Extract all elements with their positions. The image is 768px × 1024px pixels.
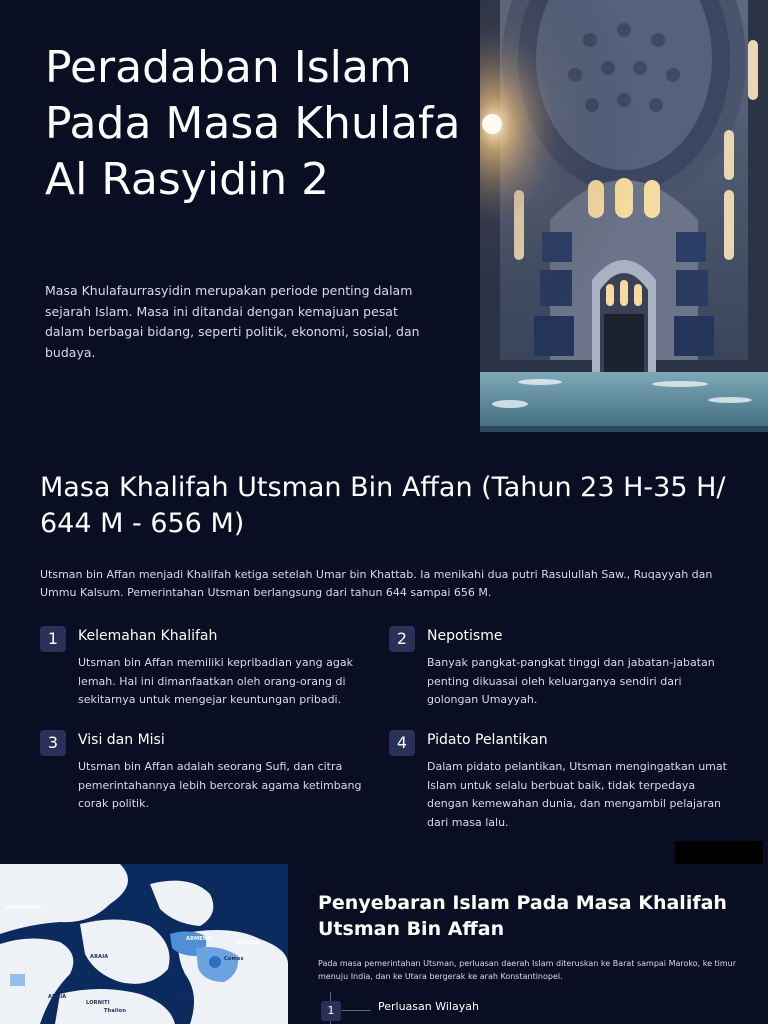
card-title: Visi dan Misi xyxy=(78,732,165,748)
card-text: Dalam pidato pelantikan, Utsman mengingatkan umat Islam untuk selalu berbuat baik, tidak terpedaya dengan kemewahan dunia, dan mengambil pelajaran dari masa lalu. xyxy=(427,760,727,829)
redaction-box xyxy=(675,841,763,864)
spread-text: Pada masa pemerintahan Utsman, perluasan daerah Islam diteruskan ke Barat sampai Maroko, ke timur menuju India, dan ke Utara bergerak ke arah Konstantinopel. xyxy=(318,959,737,981)
map-label: ARMENIA xyxy=(186,936,214,942)
hero-description: Masa Khulafaurrasyidin merupakan periode penting dalam sejarah Islam. Masa ini ditandai dengan kemajuan pesat dalam berbagai bidang, seperti politik, ekonomi, sosial, dan budaya. xyxy=(45,283,420,360)
expansion-map xyxy=(0,864,288,1024)
map-label: Comes xyxy=(224,956,244,962)
timeline-item-label: Perluasan Wilayah xyxy=(378,1000,479,1013)
card-text: Banyak pangkat-pangkat tinggi dan jabatan-jabatan penting dikuasai oleh keluarganya sendiri dari golongan Umayyah. xyxy=(427,656,715,706)
map-label: RATZAA xyxy=(236,940,260,946)
map-label: ARAIA xyxy=(48,994,67,1000)
timeline-connector xyxy=(341,1010,371,1011)
map-label: ARAIA xyxy=(90,954,109,960)
section-title: Masa Khalifah Utsman Bin Affan (Tahun 23 H-35 H/ 644 M - 656 M) xyxy=(40,472,726,539)
card-number-badge: 2 xyxy=(389,626,415,652)
card-number-badge: 1 xyxy=(40,626,66,652)
card-title: Nepotisme xyxy=(427,628,503,644)
map-label: Thalion xyxy=(104,1008,127,1014)
map-label: ARIA xyxy=(177,995,192,1001)
card-title: Pidato Pelantikan xyxy=(427,732,548,748)
timeline-number-badge: 1 xyxy=(321,1001,341,1021)
card-text: Utsman bin Affan memiliki kepribadian yang agak lemah. Hal ini dimanfaatkan oleh orang-orang di sekitarnya untuk mengejar keuntungan pribadi. xyxy=(78,656,353,706)
mosque-interior-image xyxy=(480,0,768,432)
section-intro: Utsman bin Affan menjadi Khalifah ketiga setelah Umar bin Khattab. Ia menikahi dua putri Rasulullah Saw., Ruqayyah dan Ummu Kalsum. Pemerintahan Utsman berlangsung dari tahun 644 sampai 656 M. xyxy=(40,568,713,599)
spread-title: Penyebaran Islam Pada Masa Khalifah Utsman Bin Affan xyxy=(318,892,727,940)
card-number-badge: 3 xyxy=(40,730,66,756)
map-label: LORNITI xyxy=(86,1000,110,1006)
card-title: Kelemahan Khalifah xyxy=(78,628,218,644)
card-text: Utsman bin Affan adalah seorang Sufi, dan citra pemerintahannya lebih bercorak agama ketimbang corak politik. xyxy=(78,760,362,810)
card-number-badge: 4 xyxy=(389,730,415,756)
hero-title: Peradaban Islam Pada Masa Khulafa Al Rasyidin 2 xyxy=(45,42,461,205)
map-label: MEKINATIAS xyxy=(5,905,42,911)
